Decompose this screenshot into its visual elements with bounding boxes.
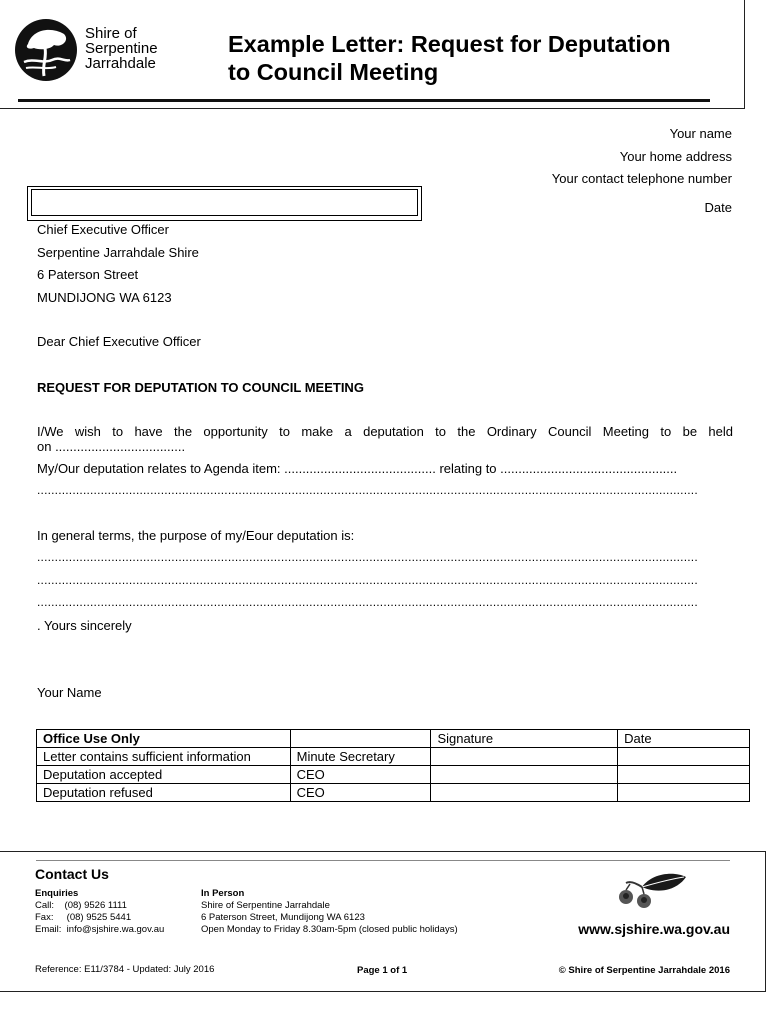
gumnut-leaf-icon bbox=[612, 869, 690, 913]
table-cell: Deputation refused bbox=[37, 784, 291, 802]
signature-name: Your Name bbox=[37, 685, 102, 700]
table-cell bbox=[431, 748, 618, 766]
table-cell: CEO bbox=[290, 784, 431, 802]
footer-divider bbox=[36, 860, 730, 861]
recipient-line: 6 Paterson Street bbox=[37, 267, 139, 282]
table-header-cell: Office Use Only bbox=[37, 730, 291, 748]
table-cell bbox=[618, 784, 750, 802]
in-person-label: In Person bbox=[201, 888, 245, 899]
contact-heading: Contact Us bbox=[35, 866, 109, 882]
header-divider bbox=[18, 99, 710, 102]
sender-address: Your home address bbox=[619, 149, 732, 164]
office-use-table bbox=[36, 729, 750, 802]
email-address[interactable]: Email: info@sjshire.wa.gov.au bbox=[35, 924, 165, 935]
fax-number: Fax: (08) 9525 5441 bbox=[35, 912, 132, 923]
purpose-label: In general terms, the purpose of my/Eour deputation is: bbox=[37, 528, 355, 543]
document-title-line: to Council Meeting bbox=[228, 59, 439, 85]
table-header-cell: Date bbox=[618, 730, 750, 748]
agenda-item-line: My/Our deputation relates to Agenda item: .......................................... relating to ................................................. bbox=[37, 461, 678, 476]
table-header-row bbox=[37, 730, 750, 748]
dotted-line: ........................................................................................................................................................................................... bbox=[37, 484, 698, 497]
recipient-line: Serpentine Jarrahdale Shire bbox=[37, 245, 199, 260]
dotted-line: ........................................................................................................................................................................................... bbox=[37, 574, 698, 587]
table-cell: CEO bbox=[290, 766, 431, 784]
sender-phone: Your contact telephone number bbox=[551, 171, 732, 186]
letter-subject: REQUEST FOR DEPUTATION TO COUNCIL MEETING bbox=[37, 380, 364, 395]
logo-text-line: Shire of bbox=[85, 25, 137, 42]
page-number: Page 1 of 1 bbox=[357, 965, 408, 976]
sender-name: Your name bbox=[669, 126, 732, 141]
letter-date: Date bbox=[704, 200, 732, 215]
address-box-inner bbox=[31, 189, 418, 216]
table-header-cell bbox=[290, 730, 431, 748]
recipient-line: Chief Executive Officer bbox=[37, 222, 169, 237]
office-name: Shire of Serpentine Jarrahdale bbox=[201, 900, 330, 911]
salutation: Dear Chief Executive Officer bbox=[37, 334, 201, 349]
table-cell bbox=[618, 766, 750, 784]
table-cell bbox=[431, 766, 618, 784]
copyright-text: © Shire of Serpentine Jarrahdale 2016 bbox=[558, 965, 730, 976]
logo-text-line: Jarrahdale bbox=[85, 55, 156, 72]
table-row bbox=[37, 784, 750, 802]
office-hours: Open Monday to Friday 8.30am-5pm (closed public holidays) bbox=[201, 924, 458, 935]
phone-number: Call: (08) 9526 1111 bbox=[35, 900, 127, 911]
table-row bbox=[37, 748, 750, 766]
dotted-line: ........................................................................................................................................................................................... bbox=[37, 596, 698, 609]
reference-text: Reference: E11/3784 - Updated: July 2016 bbox=[35, 964, 215, 975]
table-cell: Letter contains sufficient information bbox=[37, 748, 291, 766]
enquiries-label: Enquiries bbox=[35, 888, 79, 899]
table-row bbox=[37, 766, 750, 784]
table-cell bbox=[431, 784, 618, 802]
website-link[interactable]: www.sjshire.wa.gov.au bbox=[578, 921, 730, 937]
table-cell: Minute Secretary bbox=[290, 748, 431, 766]
office-address: 6 Paterson Street, Mundijong WA 6123 bbox=[201, 912, 365, 923]
logo-text-line: Serpentine bbox=[85, 40, 158, 57]
logo-text bbox=[85, 26, 158, 71]
recipient-line: MUNDIJONG WA 6123 bbox=[37, 290, 172, 305]
document-title bbox=[228, 30, 671, 86]
table-cell: Deputation accepted bbox=[37, 766, 291, 784]
table-cell bbox=[618, 748, 750, 766]
closing: . Yours sincerely bbox=[37, 618, 132, 633]
dotted-line: ........................................................................................................................................................................................... bbox=[37, 551, 698, 564]
table-header-cell: Signature bbox=[431, 730, 618, 748]
body-paragraph-line: on .................................... bbox=[37, 439, 186, 454]
body-paragraph-line: I/We wish to have the opportunity to make a deputation to the Ordinary Council Meeting to be held bbox=[37, 424, 733, 439]
document-title-line: Example Letter: Request for Deputation bbox=[228, 31, 671, 57]
